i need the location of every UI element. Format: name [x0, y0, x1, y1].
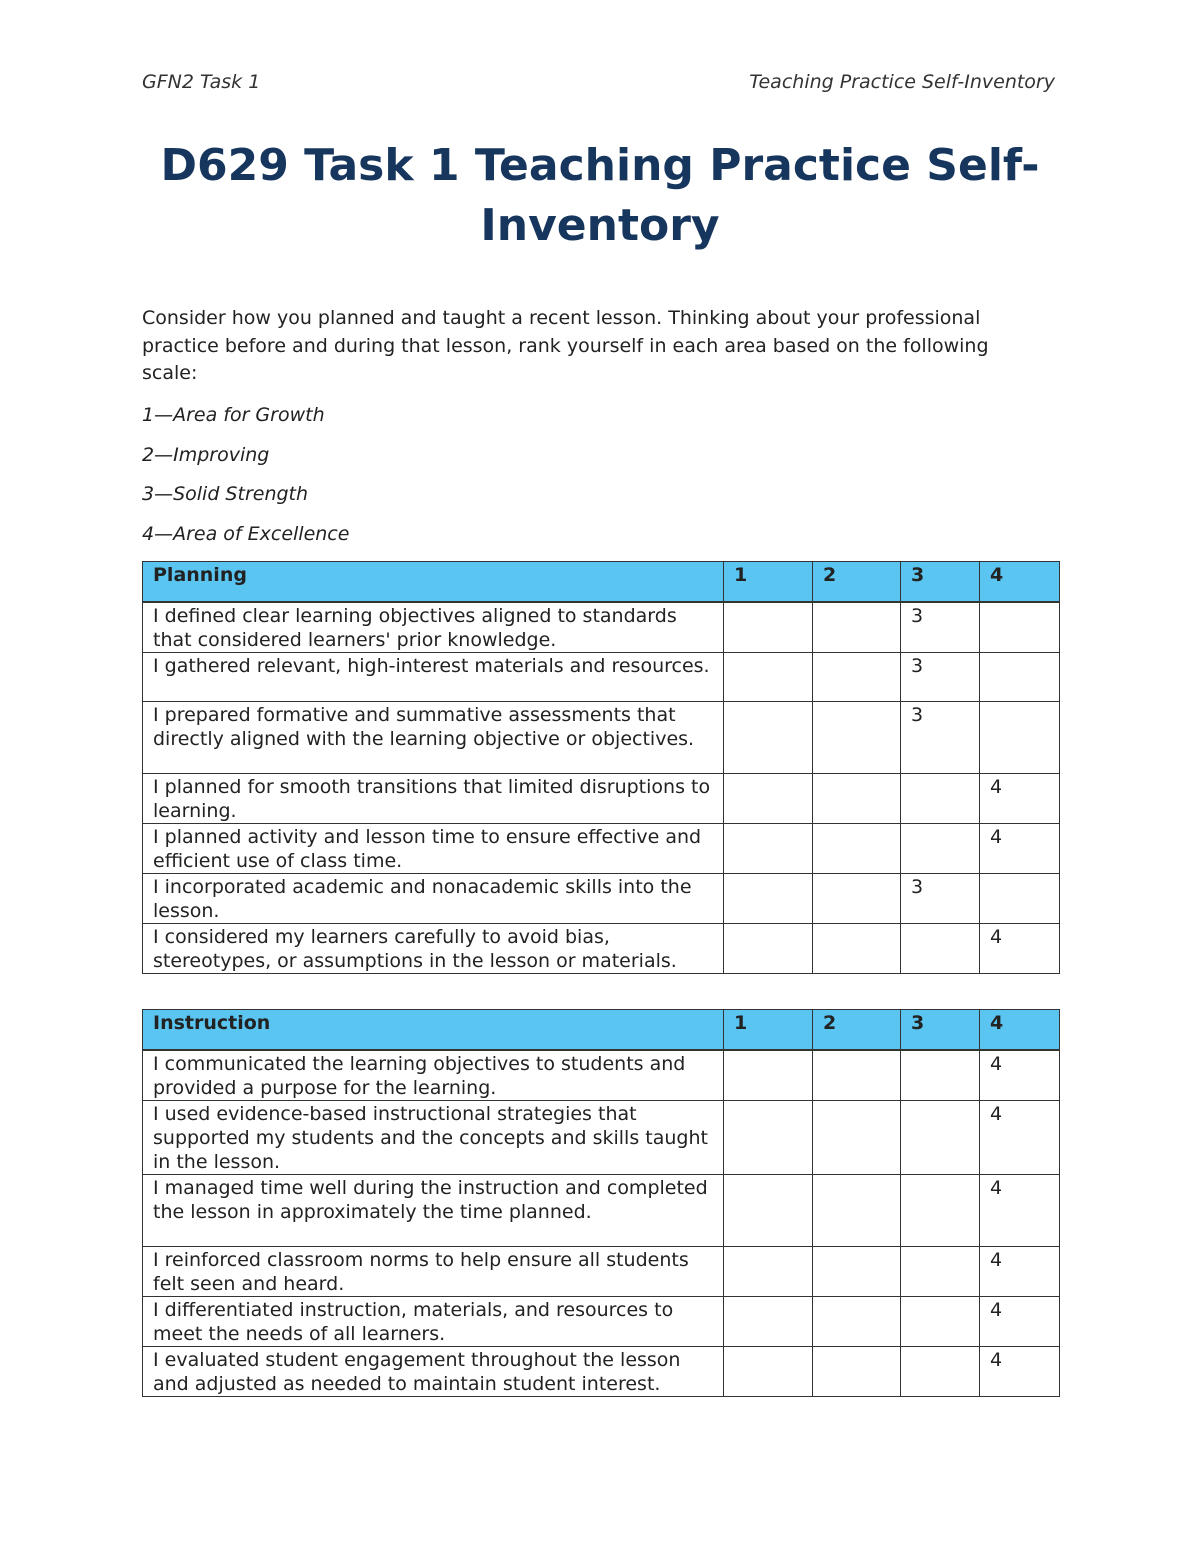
rating-cell-1[interactable] — [724, 702, 813, 774]
rating-cell-3[interactable] — [901, 1247, 980, 1297]
rating-cell-3[interactable] — [901, 1050, 980, 1101]
rating-cell-3[interactable] — [901, 1101, 980, 1175]
scale-item-3: 3—Solid Strength — [142, 483, 309, 505]
page-header-right: Teaching Practice Self-Inventory — [749, 71, 1055, 93]
table-row — [143, 874, 1060, 924]
column-header-2: 2 — [813, 562, 901, 603]
rating-cell-3[interactable] — [901, 824, 980, 874]
criterion-text: I differentiated instruction, materials, and resources to meet the needs of all learners. — [143, 1297, 724, 1347]
rating-cell-1[interactable] — [724, 1175, 813, 1247]
rating-cell-1[interactable] — [724, 602, 813, 653]
rating-cell-3[interactable]: 3 — [901, 653, 980, 702]
criterion-text: I communicated the learning objectives to students and provided a purpose for the learning. — [143, 1050, 724, 1101]
rating-cell-1[interactable] — [724, 653, 813, 702]
rating-cell-4[interactable]: 4 — [980, 1247, 1060, 1297]
rating-cell-3[interactable] — [901, 1175, 980, 1247]
table-row — [143, 924, 1060, 974]
instruction-heading: Instruction — [143, 1010, 724, 1051]
column-header-1: 1 — [724, 562, 813, 603]
scale-item-4: 4—Area of Excellence — [142, 523, 350, 545]
table-row — [143, 1297, 1060, 1347]
rating-cell-3[interactable] — [901, 1297, 980, 1347]
document-title-line-2: Inventory — [480, 200, 720, 251]
criterion-text: I managed time well during the instruction and completed the lesson in approximately the time planned. — [143, 1175, 724, 1247]
table-row — [143, 1247, 1060, 1297]
table-row — [143, 653, 1060, 702]
rating-cell-3[interactable] — [901, 774, 980, 824]
column-header-4: 4 — [980, 562, 1060, 603]
rating-cell-2[interactable] — [813, 924, 901, 974]
rating-cell-4[interactable]: 4 — [980, 774, 1060, 824]
rating-cell-3[interactable]: 3 — [901, 702, 980, 774]
instruction-table — [142, 1009, 1060, 1397]
rating-cell-2[interactable] — [813, 1297, 901, 1347]
instruction-header-row — [143, 1010, 1060, 1051]
planning-table — [142, 561, 1060, 974]
document-title-line-1: D629 Task 1 Teaching Practice Self- — [160, 140, 1040, 191]
rating-cell-2[interactable] — [813, 1050, 901, 1101]
planning-header-row — [143, 562, 1060, 603]
criterion-text: I planned for smooth transitions that limited disruptions to learning. — [143, 774, 724, 824]
rating-cell-1[interactable] — [724, 1247, 813, 1297]
rating-cell-1[interactable] — [724, 824, 813, 874]
intro-paragraph: Consider how you planned and taught a recent lesson. Thinking about your professional practice before and during that lesson, rank yourself in each area based on the following scale: — [142, 307, 989, 384]
rating-cell-2[interactable] — [813, 1101, 901, 1175]
scale-item-2: 2—Improving — [142, 444, 270, 466]
rating-cell-1[interactable] — [724, 774, 813, 824]
page-header-left: GFN2 Task 1 — [142, 71, 261, 93]
column-header-4: 4 — [980, 1010, 1060, 1051]
criterion-text: I reinforced classroom norms to help ensure all students felt seen and heard. — [143, 1247, 724, 1297]
rating-cell-1[interactable] — [724, 1297, 813, 1347]
rating-cell-1[interactable] — [724, 1347, 813, 1397]
rating-cell-4[interactable]: 4 — [980, 1297, 1060, 1347]
rating-cell-2[interactable] — [813, 1247, 901, 1297]
rating-cell-4[interactable] — [980, 602, 1060, 653]
rating-cell-1[interactable] — [724, 924, 813, 974]
criterion-text: I used evidence-based instructional strategies that supported my students and the concepts and skills taught in the lesson. — [143, 1101, 724, 1175]
table-row — [143, 702, 1060, 774]
rating-cell-4[interactable] — [980, 702, 1060, 774]
column-header-1: 1 — [724, 1010, 813, 1051]
criterion-text: I gathered relevant, high-interest materials and resources. — [143, 653, 724, 702]
rating-cell-1[interactable] — [724, 1050, 813, 1101]
rating-cell-2[interactable] — [813, 702, 901, 774]
rating-cell-3[interactable]: 3 — [901, 874, 980, 924]
rating-cell-2[interactable] — [813, 1175, 901, 1247]
column-header-2: 2 — [813, 1010, 901, 1051]
table-row — [143, 824, 1060, 874]
rating-cell-2[interactable] — [813, 874, 901, 924]
table-row — [143, 1347, 1060, 1397]
rating-cell-2[interactable] — [813, 824, 901, 874]
table-row — [143, 602, 1060, 653]
criterion-text: I defined clear learning objectives aligned to standards that considered learners' prior knowledge. — [143, 602, 724, 653]
criterion-text: I evaluated student engagement throughout the lesson and adjusted as needed to maintain student interest. — [143, 1347, 724, 1397]
criterion-text: I prepared formative and summative assessments that directly aligned with the learning objective or objectives. — [143, 702, 724, 774]
planning-heading: Planning — [143, 562, 724, 603]
rating-cell-2[interactable] — [813, 653, 901, 702]
rating-cell-4[interactable]: 4 — [980, 1175, 1060, 1247]
table-row — [143, 1050, 1060, 1101]
rating-cell-4[interactable] — [980, 653, 1060, 702]
scale-item-1: 1—Area for Growth — [142, 404, 325, 426]
table-row — [143, 774, 1060, 824]
document-title — [100, 136, 1100, 256]
table-row — [143, 1101, 1060, 1175]
rating-cell-4[interactable] — [980, 874, 1060, 924]
rating-cell-4[interactable]: 4 — [980, 1101, 1060, 1175]
rating-cell-1[interactable] — [724, 1101, 813, 1175]
rating-cell-2[interactable] — [813, 602, 901, 653]
rating-cell-3[interactable] — [901, 924, 980, 974]
table-row — [143, 1175, 1060, 1247]
criterion-text: I incorporated academic and nonacademic skills into the lesson. — [143, 874, 724, 924]
rating-cell-4[interactable]: 4 — [980, 1347, 1060, 1397]
rating-cell-2[interactable] — [813, 1347, 901, 1397]
column-header-3: 3 — [901, 1010, 980, 1051]
rating-cell-1[interactable] — [724, 874, 813, 924]
rating-cell-4[interactable]: 4 — [980, 1050, 1060, 1101]
rating-cell-3[interactable] — [901, 1347, 980, 1397]
rating-cell-4[interactable]: 4 — [980, 924, 1060, 974]
criterion-text: I planned activity and lesson time to ensure effective and efficient use of class time. — [143, 824, 724, 874]
column-header-3: 3 — [901, 562, 980, 603]
rating-cell-2[interactable] — [813, 774, 901, 824]
rating-cell-3[interactable]: 3 — [901, 602, 980, 653]
criterion-text: I considered my learners carefully to avoid bias, stereotypes, or assumptions in the lesson or materials. — [143, 924, 724, 974]
rating-cell-4[interactable]: 4 — [980, 824, 1060, 874]
